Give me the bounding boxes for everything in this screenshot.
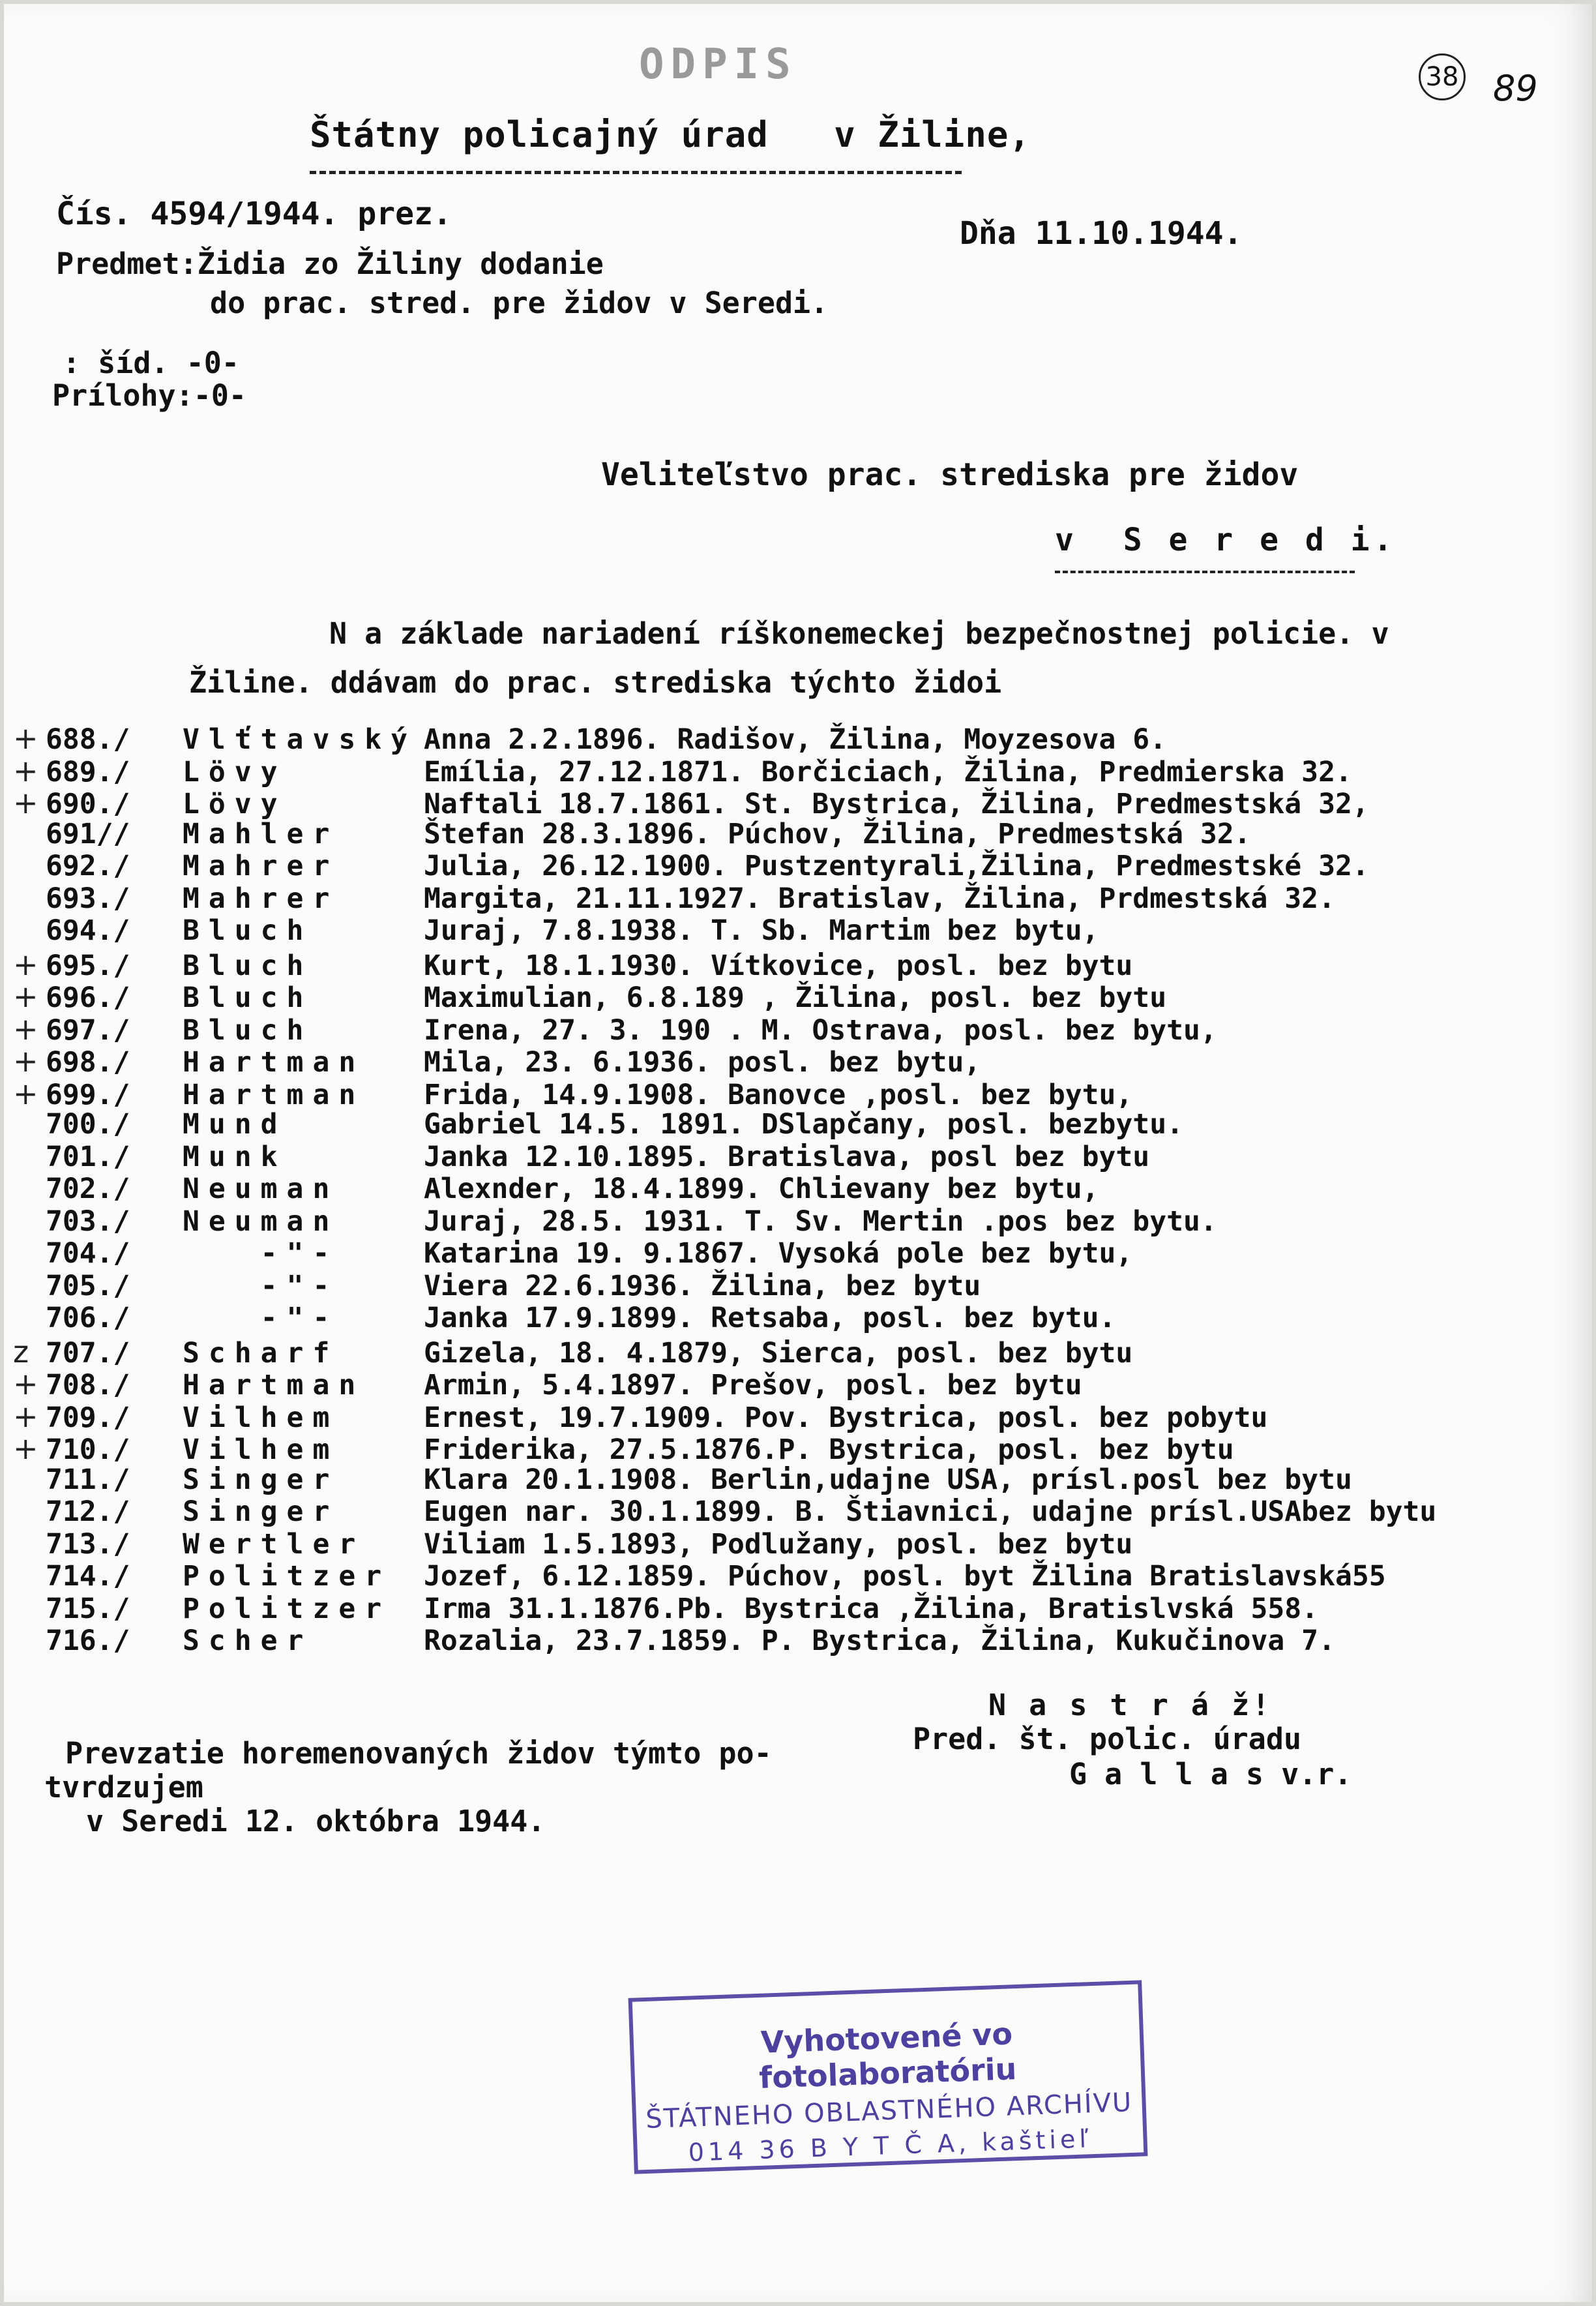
entry-number: 701./ <box>46 1140 130 1173</box>
entry-details: Juraj, 28.5. 1931. T. Sv. Mertin .pos bez bytu. <box>424 1205 1217 1238</box>
file-number: : šíd. -0- <box>63 346 239 380</box>
list-item <box>13 914 1099 947</box>
authority-heading: Štátny policajný úrad v Žiline, <box>310 114 1031 155</box>
entry-details: Katarina 19. 9.1867. Vysoká pole bez bytu, <box>424 1237 1133 1270</box>
list-item <box>13 721 1167 756</box>
entry-details: Armin, 5.4.1897. Prešov, posl. bez bytu <box>424 1369 1082 1401</box>
stamp-line-2: ŠTÁTNEHO OBLASTNÉHO ARCHÍVU <box>645 2087 1134 2134</box>
entry-mark: + <box>13 753 38 788</box>
entry-details: Julia, 26.12.1900. Pustzentyrali,Žilina, Predmestské 32. <box>424 850 1369 882</box>
entry-surname: Hartman <box>183 1046 365 1079</box>
entry-mark: z <box>13 1334 29 1370</box>
entry-number: 705./ <box>46 1269 130 1302</box>
receipt-line-3: v Seredi 12. októbra 1944. <box>86 1804 546 1838</box>
copy-label: ODPIS <box>639 40 797 89</box>
list-item <box>13 1431 1234 1466</box>
entry-details: Viliam 1.5.1893, Podlužany, posl. bez bytu <box>424 1527 1133 1561</box>
entry-number: 714./ <box>46 1560 130 1593</box>
entry-number: 715./ <box>46 1592 130 1625</box>
list-item <box>13 947 1132 980</box>
entry-details: Alexnder, 18.4.1899. Chlievany bez bytu, <box>424 1173 1099 1205</box>
entry-number: 688./ <box>46 723 130 756</box>
entry-number: 689./ <box>46 755 130 788</box>
entry-surname: Bluch <box>183 914 313 947</box>
entry-surname: Bluch <box>183 981 313 1014</box>
entry-details: Irma 31.1.1876.Pb. Bystrica ,Žilina, Bratislvská 558. <box>424 1592 1319 1625</box>
subject-line-1: Predmet:Židia zo Žiliny dodanie <box>56 247 604 281</box>
intro-line-1: N a základe nariadení ríškonemeckej bezpečnostnej policie. v <box>329 616 1389 651</box>
entry-number: 702./ <box>46 1173 130 1205</box>
entry-number: 709./ <box>46 1401 130 1434</box>
entry-surname: Munk <box>183 1140 287 1173</box>
entry-number: 698./ <box>46 1046 130 1079</box>
entry-details: Janka 17.9.1899. Retsaba, posl. bez bytu. <box>424 1302 1116 1334</box>
entry-surname: Bluch <box>183 949 313 982</box>
entry-surname: Mund <box>183 1108 287 1141</box>
entry-surname: Lövy <box>183 788 287 820</box>
entry-details: Mila, 23. 6.1936. posl. bez bytu, <box>424 1046 981 1079</box>
entry-number: 708./ <box>46 1369 130 1401</box>
entry-mark: + <box>13 785 38 820</box>
list-item <box>13 1108 1183 1141</box>
entry-number: 716./ <box>46 1625 130 1657</box>
entry-details: Maximulian, 6.8.189 , Žilina, posl. bez bytu <box>424 981 1167 1014</box>
entry-mark: + <box>13 1398 38 1434</box>
list-item <box>13 850 1369 882</box>
list-item <box>13 1463 1352 1496</box>
list-item <box>13 1560 1386 1593</box>
recipient-line-2: v S e r e d i. <box>1055 522 1396 558</box>
entry-number: 710./ <box>46 1433 130 1466</box>
entry-surname: Scher <box>183 1625 313 1657</box>
entry-mark: + <box>13 1431 38 1466</box>
list-item <box>13 1043 981 1079</box>
list-item <box>13 1593 1318 1625</box>
entry-number: 706./ <box>46 1302 130 1334</box>
entry-surname: Neuman <box>183 1173 339 1205</box>
list-item <box>13 1366 1082 1399</box>
list-item <box>13 1270 981 1302</box>
heading-underline <box>310 171 962 174</box>
entry-surname: Neuman <box>183 1205 339 1238</box>
stamp-line-1: Vyhotovené vo fotolaboratóriu <box>758 2016 1018 2095</box>
entry-details: Štefan 28.3.1896. Púchov, Žilina, Predmestská 32. <box>424 817 1251 850</box>
list-item <box>13 785 1369 818</box>
entry-details: Eugen nar. 30.1.1899. B. Štiavnici, udajne prísl.USAbez bytu <box>424 1495 1437 1528</box>
list-item <box>13 1141 1149 1173</box>
entry-surname: Hartman <box>183 1369 365 1401</box>
entry-number: 697./ <box>46 1013 130 1047</box>
entry-number: 694./ <box>46 914 130 947</box>
list-item <box>13 1302 1116 1334</box>
entry-surname: Vilhem <box>183 1401 339 1434</box>
list-item <box>13 979 1167 1014</box>
entry-details: Jozef, 6.12.1859. Púchov, posl. byt Žilina Bratislavská55 <box>424 1560 1386 1593</box>
entry-details: Kurt, 18.1.1930. Vítkovice, posl. bez bytu <box>424 949 1133 982</box>
entry-details: Frida, 14.9.1908. Banovce ,posl. bez bytu, <box>424 1078 1133 1111</box>
entry-number: 712./ <box>46 1495 130 1528</box>
list-item <box>13 1076 1132 1109</box>
entry-number: 690./ <box>46 788 130 820</box>
list-item <box>13 1011 1217 1047</box>
entry-surname: -"- <box>183 1237 339 1270</box>
entry-number: 693./ <box>46 882 130 915</box>
entry-mark: + <box>13 721 38 756</box>
entry-mark: + <box>13 1075 38 1111</box>
intro-line-2: Žiline. ddávam do prac. strediska týchto židoi <box>189 665 1002 700</box>
entry-number: 713./ <box>46 1527 130 1561</box>
document-date: Dňa 11.10.1944. <box>960 215 1243 252</box>
list-item <box>13 1495 1436 1528</box>
entry-details: Viera 22.6.1936. Žilina, bez bytu <box>424 1269 981 1302</box>
entry-details: Rozalia, 23.7.1859. P. Bystrica, Žilina, Kukučinova 7. <box>424 1625 1335 1657</box>
list-item <box>13 1625 1335 1657</box>
entry-number: 691// <box>46 817 130 850</box>
entry-details: Friderika, 27.5.1876.P. Bystrica, posl. bez bytu <box>424 1433 1234 1466</box>
entry-details: Emília, 27.12.1871. Borčiciach, Žilina, Predmierska 32. <box>424 755 1352 788</box>
folio-number: 89 <box>1493 68 1538 109</box>
recipient-line-1: Veliteľstvo prac. strediska pre židov <box>601 457 1299 493</box>
entry-surname: Mahler <box>183 817 339 850</box>
entry-surname: Hartman <box>183 1078 365 1111</box>
list-item <box>13 818 1251 850</box>
stamp-line-3: 014 36 B Y T Č A, kaštieľ <box>688 2124 1093 2167</box>
entry-surname: Singer <box>183 1495 339 1528</box>
entry-number: 707./ <box>46 1336 130 1370</box>
entry-details: Anna 2.2.1896. Radišov, Žilina, Moyzesova 6. <box>424 723 1167 756</box>
archive-number-circle: 38 <box>1419 53 1466 100</box>
entry-surname: Singer <box>183 1463 339 1496</box>
list-item <box>13 882 1335 915</box>
entry-number: 696./ <box>46 981 130 1014</box>
entry-surname: Bluch <box>183 1013 313 1047</box>
entry-details: Gizela, 18. 4.1879, Sierca, posl. bez bytu <box>424 1336 1133 1370</box>
entry-surname: Vlťtavský <box>183 723 417 756</box>
entry-surname: Vilhem <box>183 1433 339 1466</box>
signatory-office: Pred. št. polic. úradu <box>913 1722 1302 1756</box>
entry-details: Margita, 21.11.1927. Bratislav, Žilina, Prdmestská 32. <box>424 882 1335 915</box>
entry-details: Janka 12.10.1895. Bratislava, posl bez bytu <box>424 1140 1150 1173</box>
attachments: Prílohy:-0- <box>52 378 247 413</box>
list-item <box>13 1173 1099 1205</box>
recipient-underline <box>1055 571 1355 573</box>
entry-details: Irena, 27. 3. 190 . M. Ostrava, posl. bez bytu, <box>424 1013 1217 1047</box>
entry-number: 695./ <box>46 949 130 982</box>
entry-number: 700./ <box>46 1108 130 1141</box>
entry-number: 704./ <box>46 1237 130 1270</box>
entry-surname: -"- <box>183 1269 339 1302</box>
list-item <box>13 1237 1132 1270</box>
entry-mark: + <box>13 946 38 982</box>
list-item <box>13 1398 1268 1434</box>
entry-number: 711./ <box>46 1463 130 1496</box>
entry-surname: Scharf <box>183 1336 339 1370</box>
entry-mark: + <box>13 1011 38 1047</box>
entry-details: Ernest, 19.7.1909. Pov. Bystrica, posl. bez pobytu <box>424 1401 1268 1434</box>
signatory-name: G a l l a s v.r. <box>1069 1757 1352 1791</box>
entry-details: Juraj, 7.8.1938. T. Sb. Martim bez bytu, <box>424 914 1099 947</box>
entry-details: Naftali 18.7.1861. St. Bystrica, Žilina, Predmestská 32, <box>424 788 1369 820</box>
list-item <box>13 753 1352 786</box>
entry-number: 703./ <box>46 1205 130 1238</box>
list-item <box>13 1334 1133 1370</box>
subject-line-2: do prac. stred. pre židov v Seredi. <box>210 286 829 320</box>
sign-off: N a s t r á ž! <box>988 1688 1273 1722</box>
receipt-line-1: Prevzatie horemenovaných židov týmto po- <box>65 1736 772 1771</box>
entry-number: 692./ <box>46 850 130 882</box>
entry-number: 699./ <box>46 1078 130 1111</box>
entry-surname: Mahrer <box>183 882 339 915</box>
entry-details: Gabriel 14.5. 1891. DSlapčany, posl. bezbytu. <box>424 1108 1183 1141</box>
entry-surname: Wertler <box>183 1527 365 1561</box>
entry-details: Klara 20.1.1908. Berlin,udajne USA, prísl.posl bez bytu <box>424 1463 1352 1496</box>
entry-surname: -"- <box>183 1302 339 1334</box>
entry-surname: Lövy <box>183 755 287 788</box>
entry-mark: + <box>13 1366 38 1401</box>
entry-surname: Mahrer <box>183 850 339 882</box>
archive-stamp <box>628 1980 1148 2174</box>
entry-mark: + <box>13 1043 38 1079</box>
list-item <box>13 1205 1217 1238</box>
reference-number: Čís. 4594/1944. prez. <box>56 196 452 232</box>
entry-surname: Politzer <box>183 1560 391 1593</box>
receipt-line-2: tvrdzujem <box>44 1770 203 1804</box>
entry-surname: Politzer <box>183 1592 391 1625</box>
list-item <box>13 1528 1132 1561</box>
entry-mark: + <box>13 979 38 1014</box>
